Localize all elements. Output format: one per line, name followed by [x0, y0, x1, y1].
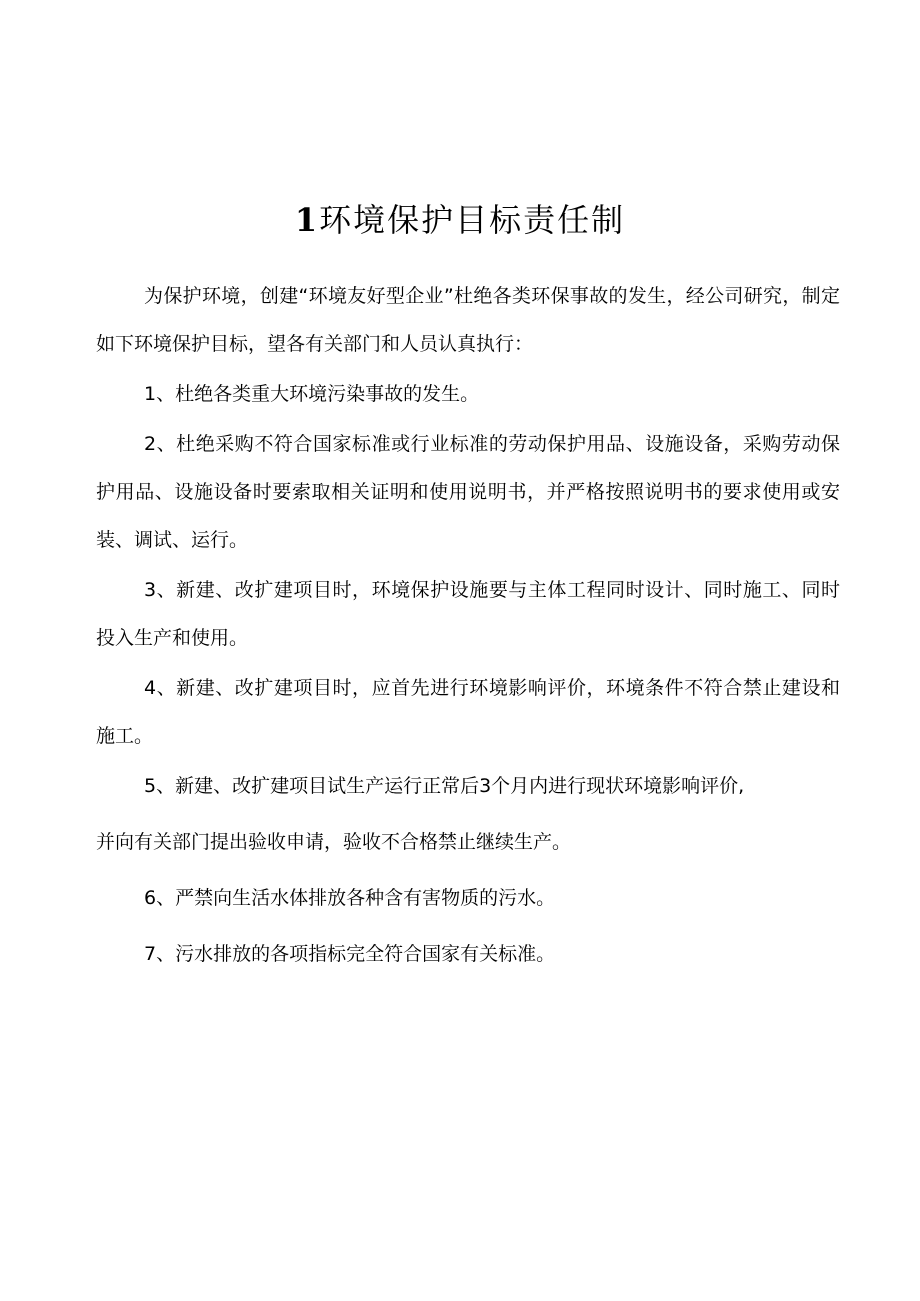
- goal-item-2: 2、杜绝采购不符合国家标准或行业标准的劳动保护用品、设施设备，采购劳动保护用品、设施设备时要索取相关证明和使用说明书，并严格按照说明书的要求使用或安装、调试、运行。: [96, 433, 840, 551]
- goal-item-1: 1、杜绝各类重大环境污染事故的发生。: [144, 383, 480, 405]
- intro-paragraph: 为保护环境，创建“环境友好型企业”杜绝各类环保事故的发生，经公司研究，制定如下环境保护目标，望各有关部门和人员认真执行：: [96, 285, 840, 355]
- title-text: 环境保护目标责任制: [319, 201, 626, 239]
- goal-item-3: 3、新建、改扩建项目时，环境保护设施要与主体工程同时设计、同时施工、同时投入生产和使用。: [96, 579, 840, 649]
- goal-item-5: 5、新建、改扩建项目试生产运行正常后3个月内进行现状环境影响评价,: [144, 775, 745, 797]
- title-number: 1: [294, 201, 320, 239]
- document-title: [0, 195, 920, 245]
- document-body: [96, 272, 840, 978]
- goal-item-4: 4、新建、改扩建项目时，应首先进行环境影响评价，环境条件不符合禁止建设和施工。: [96, 677, 840, 747]
- goal-item-6: 6、严禁向生活水体排放各种含有害物质的污水。: [144, 887, 556, 909]
- goal-item-5-continued: 并向有关部门提出验收申请，验收不合格禁止继续生产。: [96, 831, 572, 853]
- goal-item-7: 7、污水排放的各项指标完全符合国家有关标准。: [144, 943, 556, 965]
